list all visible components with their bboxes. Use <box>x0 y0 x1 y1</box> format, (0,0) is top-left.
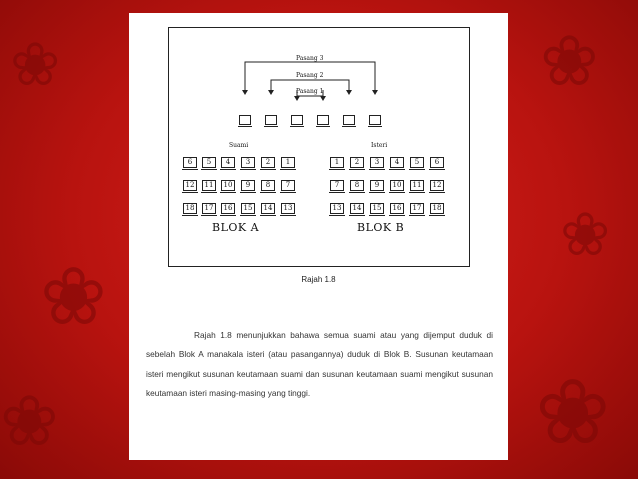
block-a-label: BLOK A <box>212 221 260 234</box>
seat-block-a: 18 <box>183 203 197 214</box>
seat-block-b: 13 <box>330 203 344 214</box>
pasang-3-label: Pasang 3 <box>296 55 324 62</box>
seat-block-a: 3 <box>241 157 255 168</box>
seat-block-b: 17 <box>410 203 424 214</box>
maple-leaf-icon: ❀ <box>10 30 61 100</box>
seating-diagram <box>168 27 470 267</box>
seat-block-b: 1 <box>330 157 344 168</box>
arrow-head <box>242 90 248 95</box>
block-b-label: BLOK B <box>357 221 405 234</box>
maple-leaf-icon: ❀ <box>0 380 59 462</box>
arrow-head <box>294 96 300 101</box>
arrow-head <box>268 90 274 95</box>
seat-block-a: 2 <box>261 157 275 168</box>
seat-block-b: 15 <box>370 203 384 214</box>
seat-block-b: 18 <box>430 203 444 214</box>
seat-block-a: 14 <box>261 203 275 214</box>
head-table-chair <box>265 115 277 125</box>
head-table-chair <box>369 115 381 125</box>
maple-leaf-icon: ❀ <box>40 250 108 343</box>
seat-block-a: 7 <box>281 180 295 191</box>
seat-block-b: 12 <box>430 180 444 191</box>
seat-block-a: 6 <box>183 157 197 168</box>
seat-block-b: 14 <box>350 203 364 214</box>
figure-caption: Rajah 1.8 <box>301 275 336 284</box>
seat-block-a: 11 <box>202 180 216 191</box>
seat-block-a: 10 <box>221 180 235 191</box>
seat-block-b: 7 <box>330 180 344 191</box>
head-table-chair <box>239 115 251 125</box>
seat-block-a: 13 <box>281 203 295 214</box>
seat-block-b: 8 <box>350 180 364 191</box>
arrow-head <box>346 90 352 95</box>
maple-leaf-icon: ❀ <box>535 360 611 465</box>
seat-block-b: 10 <box>390 180 404 191</box>
seat-block-a: 15 <box>241 203 255 214</box>
seat-block-b: 4 <box>390 157 404 168</box>
seat-block-b: 6 <box>430 157 444 168</box>
seat-block-b: 2 <box>350 157 364 168</box>
arrow-head <box>372 90 378 95</box>
arrow-head <box>320 96 326 101</box>
maple-leaf-icon: ❀ <box>540 20 599 102</box>
pasang-1-label: Pasang 1 <box>296 88 324 95</box>
seat-block-a: 5 <box>202 157 216 168</box>
head-table-chair <box>343 115 355 125</box>
seat-block-a: 17 <box>202 203 216 214</box>
pasang-2-label: Pasang 2 <box>296 72 324 79</box>
seat-block-b: 5 <box>410 157 424 168</box>
seat-block-a: 9 <box>241 180 255 191</box>
suami-label: Suami <box>229 142 249 149</box>
maple-leaf-icon: ❀ <box>560 200 611 270</box>
seat-block-b: 11 <box>410 180 424 191</box>
body-paragraph: Rajah 1.8 menunjukkan bahawa semua suami atau yang dijemput duduk di sebelah Blok A manakala isteri (atau pasangannya) duduk di Blok B. Susunan keutamaan isteri mengikut susunan keutamaan suami dan susunan keutamaan suami mengikut susunan keutamaan isteri masing-masing yang tinggi. <box>146 330 493 398</box>
seat-block-a: 12 <box>183 180 197 191</box>
head-table-chair <box>317 115 329 125</box>
head-table-chair <box>291 115 303 125</box>
seat-block-b: 16 <box>390 203 404 214</box>
seat-block-a: 4 <box>221 157 235 168</box>
isteri-label: Isteri <box>371 142 388 149</box>
seat-block-a: 16 <box>221 203 235 214</box>
seat-block-a: 1 <box>281 157 295 168</box>
seat-block-b: 3 <box>370 157 384 168</box>
document-page <box>129 13 508 460</box>
seat-block-a: 8 <box>261 180 275 191</box>
seat-block-b: 9 <box>370 180 384 191</box>
